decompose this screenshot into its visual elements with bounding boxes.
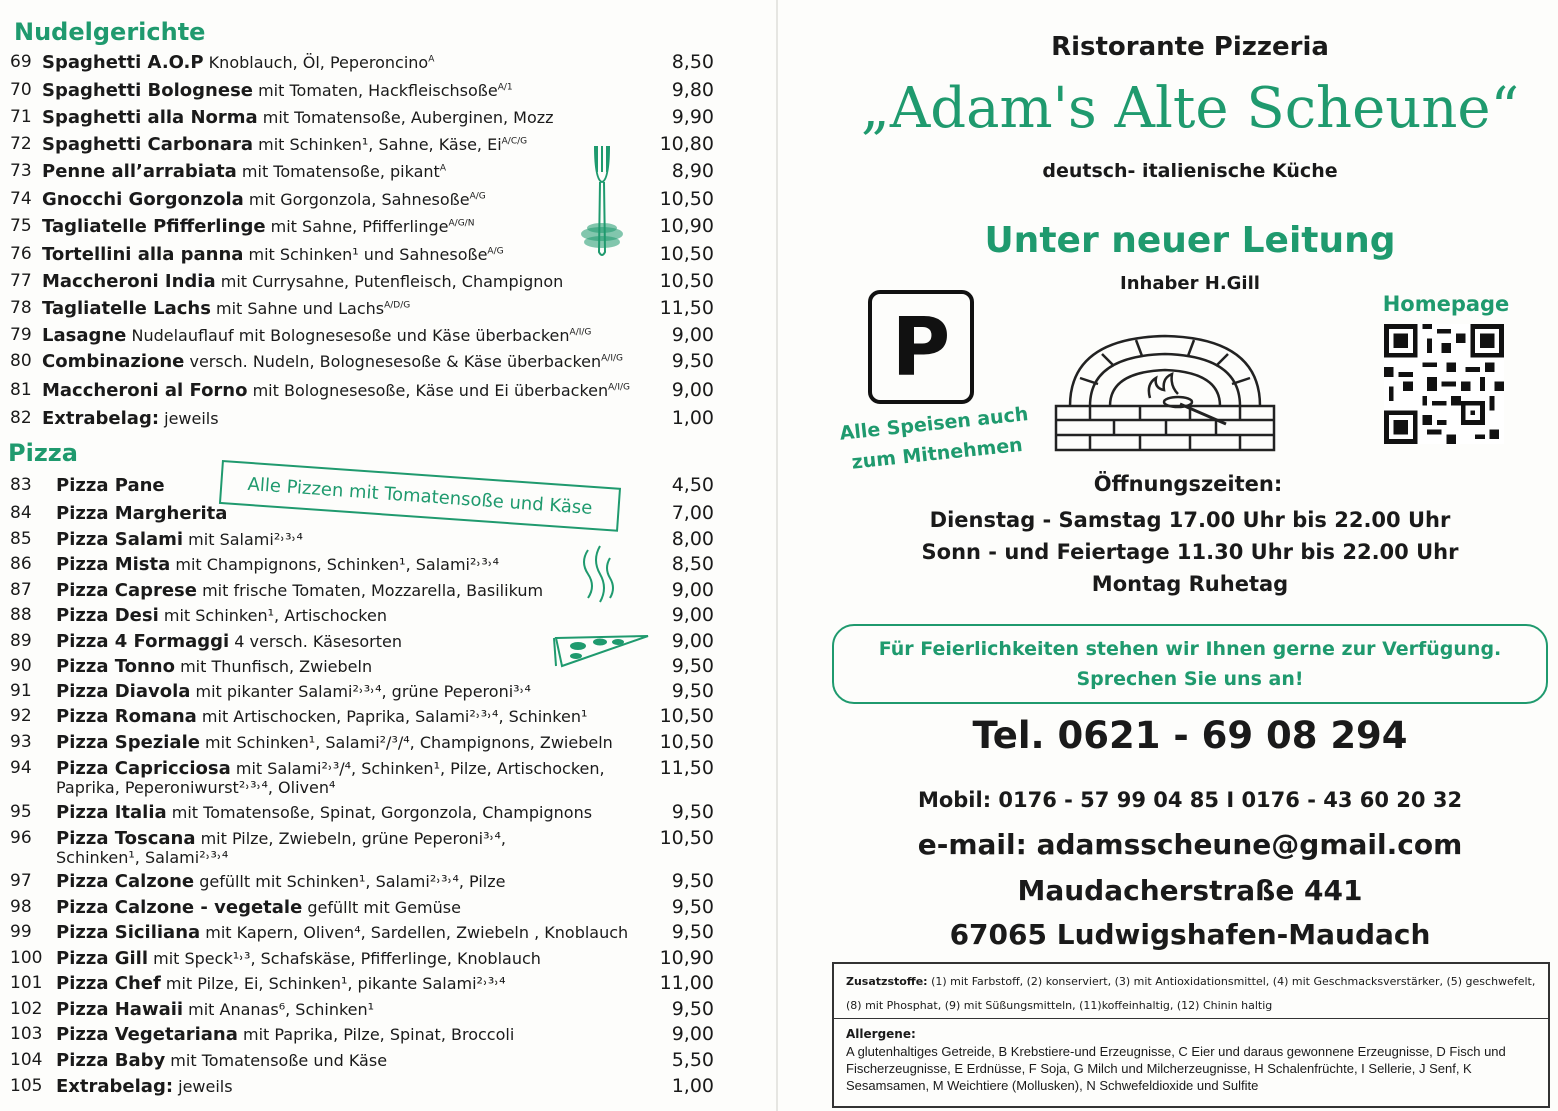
item-description: mit Pilze, Ei, Schinken¹, pikante Salami²˒³˒⁴ <box>160 974 506 993</box>
item-description-line-2: Schinken¹, Salami²˒³˒⁴ <box>56 848 229 867</box>
item-number: 88 <box>10 605 32 625</box>
item-price: 9,00 <box>671 379 714 401</box>
item-name: Pizza Hawaii <box>56 999 184 1020</box>
item-description: mit Schinken¹, Sahne, Käse, Ei <box>253 135 502 154</box>
item-price: 9,50 <box>671 655 714 677</box>
item-price: 9,50 <box>671 998 714 1020</box>
item-number: 70 <box>10 80 32 100</box>
item-number: 91 <box>10 681 32 701</box>
events-box <box>832 624 1548 704</box>
item-text <box>56 503 227 525</box>
item-allergen-codes: A <box>439 163 446 174</box>
item-number: 94 <box>10 758 32 778</box>
item-price: 9,00 <box>671 324 714 346</box>
item-price: 8,90 <box>671 160 714 182</box>
item-price: 1,00 <box>671 407 714 429</box>
item-number: 98 <box>10 897 32 917</box>
menu-right-page <box>780 0 1558 1111</box>
item-number: 89 <box>10 631 32 651</box>
item-description: Nudelauflauf mit Bolognesesoße und Käse überbacken <box>126 326 570 345</box>
item-number: 79 <box>10 325 32 345</box>
item-allergen-codes: A/I/G <box>601 353 623 364</box>
item-number: 97 <box>10 871 32 891</box>
item-name: Pizza Salami <box>56 529 184 550</box>
item-name: Spaghetti A.O.P <box>42 52 204 73</box>
hours-line-3: Montag Ruhetag <box>1091 572 1289 596</box>
item-text <box>42 161 446 183</box>
item-price: 11,50 <box>659 297 714 319</box>
takeaway-line-2: zum Mitnehmen <box>850 433 1024 474</box>
item-text <box>42 271 563 293</box>
item-text <box>56 973 506 995</box>
item-text <box>42 189 486 211</box>
item-price: 9,50 <box>671 870 714 892</box>
item-price: 10,50 <box>659 705 714 727</box>
item-text <box>42 52 434 74</box>
item-allergen-codes: A/1 <box>497 82 513 93</box>
item-text <box>42 216 474 238</box>
item-number: 78 <box>10 298 32 318</box>
item-price: 11,00 <box>659 972 714 994</box>
item-description: mit Tomatensoße, Auberginen, Mozz <box>257 108 554 127</box>
pizza-oven-icon <box>1050 328 1280 458</box>
item-price: 9,00 <box>671 604 714 626</box>
item-price: 10,50 <box>659 188 714 210</box>
item-name: Lasagne <box>42 325 127 346</box>
item-description: mit Pilze, Zwiebeln, grüne Peperoni³˒⁴, <box>195 829 506 848</box>
item-number: 86 <box>10 554 32 574</box>
item-text <box>56 1050 387 1072</box>
item-price: 9,50 <box>671 350 714 372</box>
item-text <box>42 244 504 266</box>
item-name: Combinazione <box>42 351 185 372</box>
item-price: 1,00 <box>671 1075 714 1097</box>
allergens-text <box>846 1026 1546 1094</box>
takeaway-line-1: Alle Speisen auch <box>838 403 1030 445</box>
additives-label: Zusatzstoffe: <box>846 975 928 988</box>
item-price: 10,50 <box>659 270 714 292</box>
item-name: Pizza Speziale <box>56 732 200 753</box>
item-number: 80 <box>10 351 32 371</box>
fork-icon <box>574 142 630 268</box>
item-name: Pizza Italia <box>56 802 167 823</box>
item-number: 95 <box>10 802 32 822</box>
item-name: Penne all’arrabiata <box>42 161 237 182</box>
item-description: 4 versch. Käsesorten <box>229 632 403 651</box>
item-description: mit Tomatensoße, pikant <box>236 162 440 181</box>
item-price: 8,50 <box>671 553 714 575</box>
item-description: mit Thunfisch, Zwiebeln <box>174 657 373 676</box>
item-name: Gnocchi Gorgonzola <box>42 189 244 210</box>
item-price: 9,90 <box>671 106 714 128</box>
events-line-2: Sprechen Sie uns an! <box>1076 668 1304 690</box>
section-title-pizza: Pizza <box>8 439 78 467</box>
item-text <box>56 922 628 944</box>
item-text <box>42 408 219 430</box>
item-description: mit Sahne, Pfifferlinge <box>265 217 449 236</box>
homepage-qr-code[interactable] <box>1384 324 1504 444</box>
item-text <box>56 1076 233 1098</box>
item-number: 73 <box>10 161 32 181</box>
item-description: mit Artischocken, Paprika, Salami²˒³˒⁴, Schinken¹ <box>196 707 588 726</box>
item-description: mit Schinken¹ und Sahnesoße <box>243 245 488 264</box>
item-name: Pizza Toscana <box>56 828 196 849</box>
item-number: 82 <box>10 408 32 428</box>
item-description: gefüllt mit Schinken¹, Salami²˒³˒⁴, Pilze <box>194 872 506 891</box>
item-price: 8,00 <box>671 528 714 550</box>
item-name: Tagliatelle Lachs <box>42 298 211 319</box>
owner-label: Inhaber H.Gill <box>1120 273 1260 294</box>
item-name: Spaghetti Carbonara <box>42 134 254 155</box>
item-description-line-2: Paprika, Peperoniwurst²˒³˒⁴, Oliven⁴ <box>56 778 336 797</box>
item-description: mit Salami²˒³˒⁴ <box>183 530 303 549</box>
item-text <box>56 475 165 497</box>
item-description: mit Champignons, Schinken¹, Salami²˒³˒⁴ <box>170 555 500 574</box>
restaurant-name: „Adam's Alte Scheune“ <box>860 76 1520 141</box>
item-name: Maccheroni al Forno <box>42 380 248 401</box>
item-name: Maccheroni India <box>42 271 216 292</box>
item-number: 93 <box>10 732 32 752</box>
page-fold <box>776 0 778 1111</box>
pizza-slice-icon <box>548 540 658 670</box>
item-number: 105 <box>10 1076 43 1096</box>
item-name: Pizza Mista <box>56 554 171 575</box>
item-number: 99 <box>10 922 32 942</box>
item-number: 77 <box>10 271 32 291</box>
item-text <box>56 656 372 678</box>
allergens-label: Allergene: <box>846 1027 916 1041</box>
item-text <box>42 80 513 102</box>
item-name: Pizza Calzone <box>56 871 195 892</box>
item-description: mit Sahne und Lachs <box>210 299 385 318</box>
item-price: 10,50 <box>659 827 714 849</box>
item-description: versch. Nudeln, Bolognesesoße & Käse überbacken <box>184 352 602 371</box>
item-name: Spaghetti Bolognese <box>42 80 253 101</box>
allergens-list: A glutenhaltiges Getreide, B Krebstiere-und Erzeugnisse, C Eier und daraus gewonnene Erzeugnisse, D Fisch und Fischerzeugnisse, E Erdnüsse, F Soja, G Milch und Milcherzeugnisse, H Schalenfrüchte, I Sellerie, J Senf, K Sesamsamen, M Weichtiere (Mollusken), N Schwefeldioxide und Sulfite <box>846 1044 1506 1093</box>
additives-text <box>846 970 1541 1018</box>
item-number: 90 <box>10 656 32 676</box>
item-name: Pizza Pane <box>56 475 165 496</box>
item-description: mit Tomatensoße und Käse <box>165 1051 388 1070</box>
item-description: mit Bolognesesoße, Käse und Ei überbacken <box>247 381 609 400</box>
item-description: mit Currysahne, Putenfleisch, Champignon <box>215 272 564 291</box>
menu-left-page <box>0 0 772 1111</box>
city-address: 67065 Ludwigshafen-Maudach <box>949 918 1431 951</box>
item-number: 96 <box>10 828 32 848</box>
item-price: 9,50 <box>671 801 714 823</box>
opening-hours <box>880 504 1500 600</box>
item-description: gefüllt mit Gemüse <box>302 898 461 917</box>
homepage-label: Homepage <box>1382 292 1510 316</box>
item-description: jeweils <box>173 1077 233 1096</box>
item-number: 104 <box>10 1050 43 1070</box>
additives-allergens-box <box>832 962 1550 1108</box>
item-description: mit Kapern, Oliven⁴, Sardellen, Zwiebeln , Knoblauch <box>200 923 629 942</box>
item-name: Pizza Tonno <box>56 656 175 677</box>
item-allergen-codes: A/D/G <box>384 300 411 311</box>
mobile-numbers[interactable]: Mobil: 0176 - 57 99 04 85 I 0176 - 43 60 20 32 <box>917 788 1463 812</box>
item-text <box>56 631 402 653</box>
item-allergen-codes: A/G <box>469 191 486 202</box>
item-name: Pizza Baby <box>56 1050 166 1071</box>
item-price: 9,00 <box>671 579 714 601</box>
item-text <box>56 706 587 728</box>
item-price: 9,50 <box>671 921 714 943</box>
item-number: 71 <box>10 107 32 127</box>
item-text <box>42 380 630 402</box>
item-price: 10,50 <box>659 243 714 265</box>
item-price: 9,80 <box>671 79 714 101</box>
email[interactable]: e-mail: adamsscheune@gmail.com <box>917 828 1463 861</box>
item-name: Pizza Gill <box>56 948 149 969</box>
new-management-label: Unter neuer Leitung <box>984 220 1396 261</box>
item-number: 102 <box>10 999 43 1019</box>
opening-hours-title: Öffnungszeiten: <box>1093 472 1283 496</box>
takeaway-note <box>828 398 1043 480</box>
item-description: mit Gorgonzola, Sahnesoße <box>243 190 470 209</box>
hours-line-2: Sonn - und Feiertage 11.30 Uhr bis 22.00 Uhr <box>921 540 1459 564</box>
item-name: Spaghetti alla Norma <box>42 107 258 128</box>
item-number: 74 <box>10 189 32 209</box>
item-description: mit Paprika, Pilze, Spinat, Broccoli <box>237 1025 515 1044</box>
events-line-1: Für Feierlichkeiten stehen wir Ihnen gerne zur Verfügung. <box>878 638 1502 660</box>
parking-sign: P <box>868 290 974 404</box>
section-title-nudelgerichte: Nudelgerichte <box>14 18 206 46</box>
item-text <box>56 871 505 893</box>
item-price: 10,50 <box>659 731 714 753</box>
item-description: jeweils <box>159 409 219 428</box>
item-number: 87 <box>10 580 32 600</box>
item-text <box>56 732 613 754</box>
item-name: Pizza 4 Formaggi <box>56 631 230 652</box>
item-price: 9,50 <box>671 896 714 918</box>
item-name: Extrabelag: <box>56 1076 174 1097</box>
item-description: mit pikanter Salami²˒³˒⁴, grüne Peperoni³˒⁴ <box>190 682 531 701</box>
item-price: 9,50 <box>671 680 714 702</box>
item-text <box>56 605 387 627</box>
item-name: Pizza Caprese <box>56 580 197 601</box>
item-description: mit Schinken¹, Salami²/³/⁴, Champignons, Zwiebeln <box>199 733 613 752</box>
item-text <box>56 999 374 1021</box>
item-name: Pizza Calzone - vegetale <box>56 897 303 918</box>
item-description: mit Tomaten, Hackfleischsoße <box>253 81 498 100</box>
item-allergen-codes: A/G <box>487 246 504 257</box>
item-text <box>42 325 591 347</box>
item-allergen-codes: A/C/G <box>501 136 528 147</box>
item-allergen-codes: A/I/G <box>569 327 592 338</box>
item-number: 72 <box>10 134 32 154</box>
item-text <box>56 529 303 551</box>
item-price: 11,50 <box>659 757 714 779</box>
item-text <box>42 351 623 373</box>
item-text <box>56 948 541 970</box>
item-name: Pizza Desi <box>56 605 159 626</box>
item-price: 5,50 <box>671 1049 714 1071</box>
item-number: 92 <box>10 706 32 726</box>
item-number: 85 <box>10 529 32 549</box>
item-name: Pizza Margherita <box>56 503 228 524</box>
restaurant-subtitle: Ristorante Pizzeria <box>1051 32 1329 62</box>
item-name: Pizza Romana <box>56 706 197 727</box>
item-price: 4,50 <box>671 474 714 496</box>
item-description: mit Tomatensoße, Spinat, Gorgonzola, Champignons <box>166 803 593 822</box>
item-allergen-codes: A/G/N <box>448 218 475 229</box>
item-description: mit frische Tomaten, Mozzarella, Basilikum <box>196 581 544 600</box>
item-text <box>42 298 410 320</box>
telephone[interactable]: Tel. 0621 - 69 08 294 <box>972 714 1408 757</box>
item-price: 9,00 <box>671 1023 714 1045</box>
item-number: 84 <box>10 503 32 523</box>
box-divider <box>834 1018 1548 1019</box>
item-number: 81 <box>10 380 32 400</box>
item-allergen-codes: A/I/G <box>608 382 630 393</box>
item-text <box>56 681 531 703</box>
item-price: 8,50 <box>671 51 714 73</box>
hours-line-1: Dienstag - Samstag 17.00 Uhr bis 22.00 Uhr <box>929 508 1451 532</box>
item-price: 10,90 <box>659 215 714 237</box>
item-text <box>56 802 592 824</box>
item-allergen-codes: A <box>428 54 435 65</box>
item-description: mit Schinken¹, Artischocken <box>158 606 387 625</box>
additives-list: (1) mit Farbstoff, (2) konserviert, (3) mit Antioxidationsmittel, (4) mit Geschmacksverstärker, (5) geschwefelt, (8) mit Phosphat, (9) mit Süßungsmitteln, (11)koffeinhaltig, (12) Chinin haltig <box>846 975 1536 1012</box>
item-name: Tortellini alla panna <box>42 244 244 265</box>
item-name: Pizza Vegetariana <box>56 1024 238 1045</box>
item-text <box>56 580 543 602</box>
item-description: mit Speck¹˒³, Schafskäse, Pfifferlinge, Knoblauch <box>148 949 541 968</box>
item-number: 83 <box>10 475 32 495</box>
cuisine-label: deutsch- italienische Küche <box>1042 160 1338 182</box>
item-description: Knoblauch, Öl, Peperoncino <box>203 53 429 72</box>
item-text <box>56 554 499 576</box>
item-text <box>56 1024 514 1046</box>
item-name: Pizza Capricciosa <box>56 758 231 779</box>
item-number: 75 <box>10 216 32 236</box>
item-number: 69 <box>10 52 32 72</box>
item-name: Pizza Diavola <box>56 681 191 702</box>
street-address: Maudacherstraße 441 <box>1017 874 1363 907</box>
item-name: Pizza Siciliana <box>56 922 201 943</box>
item-number: 76 <box>10 244 32 264</box>
item-number: 101 <box>10 973 43 993</box>
item-price: 10,80 <box>659 133 714 155</box>
item-text <box>42 107 554 129</box>
item-name: Tagliatelle Pfifferlinge <box>42 216 266 237</box>
item-number: 100 <box>10 948 43 968</box>
item-text <box>56 897 461 919</box>
item-description: mit Salami²˒³/⁴, Schinken¹, Pilze, Artischocken, <box>230 759 605 778</box>
item-number: 103 <box>10 1024 43 1044</box>
item-name: Pizza Chef <box>56 973 161 994</box>
item-price: 9,00 <box>671 630 714 652</box>
pizza-note-banner: Alle Pizzen mit Tomatensoße und Käse <box>219 460 621 532</box>
item-name: Extrabelag: <box>42 408 160 429</box>
item-description: mit Ananas⁶, Schinken¹ <box>183 1000 375 1019</box>
item-price: 10,90 <box>659 947 714 969</box>
item-text <box>42 134 527 156</box>
item-price: 7,00 <box>671 502 714 524</box>
